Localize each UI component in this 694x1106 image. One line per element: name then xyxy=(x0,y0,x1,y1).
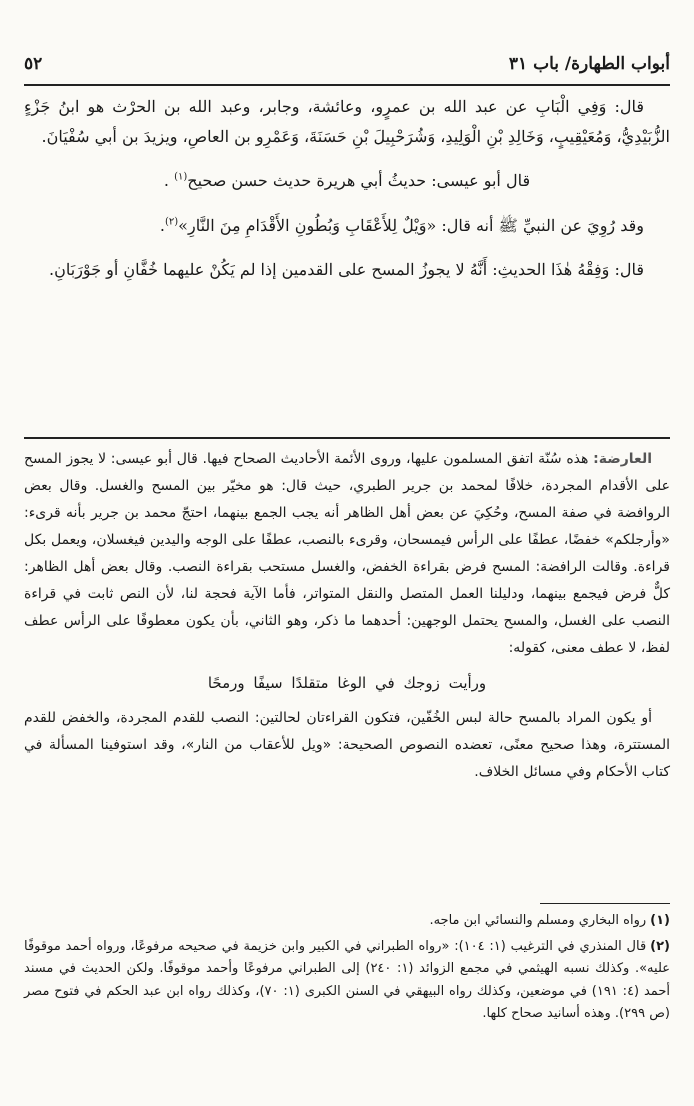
hadith-paragraph xyxy=(24,255,670,285)
commentary-lead-word: العارضة: xyxy=(593,451,653,467)
running-title: أبواب الطهارة/ باب ٣١ xyxy=(508,54,670,74)
footnotes xyxy=(24,910,670,1029)
footnote-divider xyxy=(540,903,670,904)
footnote-marker: (٢) xyxy=(650,938,670,954)
footnote-text: قال المنذري في الترغيب (١: ١٠٤): «رواه الطبراني في الكبير وابن خزيمة في صحيحه مرفوعًا، ورواه أحمد موقوفًا عليه». وكذلك نسبه الهيثمي في مجمع الزوائد (١: ٢٤٠) إلى الطبراني مرفوعًا وأحمد موقوفًا. ولكن الحديث في مسند أحمد (٤: ١٩١) في موضعين، وكذلك رواه البيهقي في السنن الكبرى (١: ٧٠)، وكذلك رواه ابن عبد الحكم في فتوح مصر (ص ٢٩٩). وهذه أسانيد صحاح كلها. xyxy=(24,938,671,1022)
full-stop: . xyxy=(159,215,165,235)
footnote-text: رواه البخاري ومسلم والنسائي ابن ماجه. xyxy=(429,913,647,928)
hadith-paragraph xyxy=(24,92,670,151)
poetry-verse xyxy=(24,670,670,697)
commentary-paragraph xyxy=(24,446,670,662)
paragraph-text: قال أبو عيسى: حديثُ أبي هريرة حديث حسن صحيح xyxy=(187,171,531,190)
full-stop: . xyxy=(163,171,169,190)
commentary-paragraph xyxy=(24,705,670,786)
paragraph-text: قال: وَفِقْهُ هٰذَا الحديثِ: أَنَّهُ لا يجوزُ المسح على القدمين إذا لم يَكُنْ عليهما خُفَّانِ أو جَوْرَبَانِ. xyxy=(49,260,644,279)
paragraph-text: قال: وَفِي الْبَابِ عن عبد الله بن عمرٍو، وعائشة، وجابر، وعبد الله بن الحرْث هو ابنُ جَزْءٍ الزُّبَيْدِيُّ، وَمُعَيْقِيبٍ، وَخَالِدِ بْنِ الْوَلِيدِ، وَشُرَحْبِيلَ بْنِ حَسَنَةَ، وَعَمْرِو بن العاصِ، ويزيدَ بن أبي سُفْيَانَ. xyxy=(24,97,670,146)
footnote-ref: (١) xyxy=(174,171,188,183)
page-header xyxy=(24,50,670,86)
hadith-text xyxy=(24,92,670,300)
footnote-ref: (٢) xyxy=(164,216,179,228)
footnote xyxy=(24,910,670,933)
hadith-grading-paragraph xyxy=(24,166,670,196)
commentary-section xyxy=(24,446,670,794)
page-number: ٥٢ xyxy=(24,54,43,74)
footnote xyxy=(24,936,670,1026)
verse-second-hemistich: متقلدًا سيفًا ورمحًا xyxy=(207,674,329,692)
commentary-text: أو يكون المراد بالمسح حالة لبس الخُفّين، فتكون القراءتان لحالتين: النصب للقدم المجردة، والخفض للقدم المستترة، وهذا صحيح معنًى، تعضده النصوص الصحيحة: «ويل للأعقاب من النار»، وقد استوفينا المسألة في كتاب الأحكام وفي مسائل الخلاف. xyxy=(24,710,670,780)
hadith-paragraph xyxy=(24,211,670,241)
verse-first-hemistich: ورأيت زوجك في الوغا xyxy=(337,674,487,692)
commentary-text: هذه سُنّة اتفق المسلمون عليها، وروى الأئمة الأحاديث الصحاح فيها. قال أبو عيسى: لا يجوز المسح على الأقدام المجردة، خلافًا لمحمد بن جرير الطبري، حيث قال: هو مخيّر بين المسح والغسل. وقال بعض الروافضة في صفة المسح، وحُكِيَ عن بعض أهل الظاهر أنه يجب الجمع بينهما، احتجّ محمد بن جرير بأنه قرىء: «وأرجلكم» خفضًا، عطفًا على الرأس فيمسحان، وقرىء بالنصب، عطفًا على الوجه واليدين فيغسلان، ويعمل بكل قراءة. وقالت الرافضة: المسح فرض بقراءة الخفض، والغسل مستحب بقراءة النصب. وقال بعض أهل الظاهر: كلٌّ فرض فيجمع بينهما، ودليلنا العمل المتصل والنقل المتواتر، فأما الآية فحجة لنا، لأن النص ثابت في قراءة النصب على الغسل، والمسح يحتمل الوجهين: أحدهما ما ذكر، وهو الثاني، بأن يكون معطوفًا على الرأس عطف لفظ، لا عطف معنى، كقوله: xyxy=(24,451,670,656)
footnote-marker: (١) xyxy=(650,913,670,928)
section-divider xyxy=(24,437,670,439)
paragraph-text: وقد رُوِيَ عن النبيِّ ﷺ أنه قال: «وَيْلٌ لِلأَعْقَابِ وَبُطُونِ الأَقْدَامِ مِنَ النَّارِ» xyxy=(178,215,644,235)
